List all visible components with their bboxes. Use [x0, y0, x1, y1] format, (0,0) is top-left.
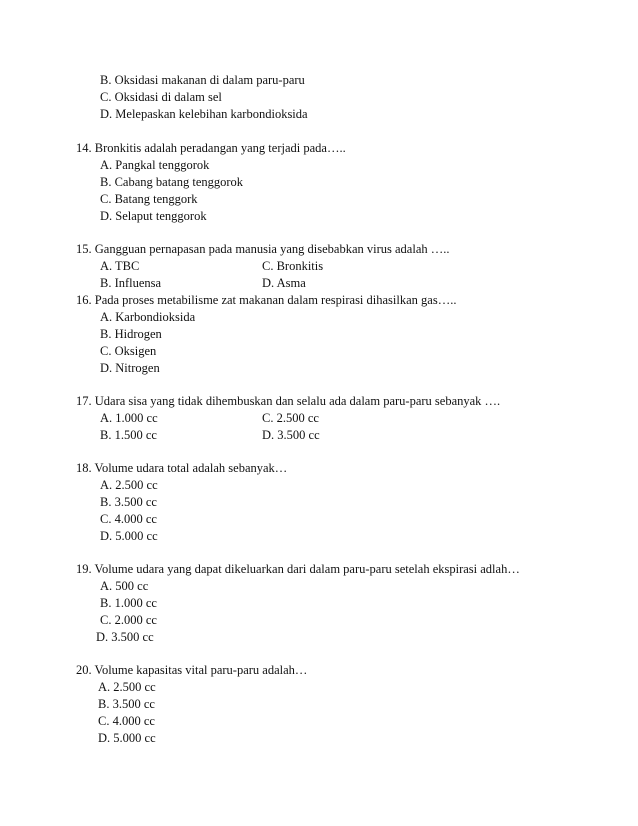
- question-16: 16. Pada proses metabilisme zat makanan dalam respirasi dihasilkan gas…..: [76, 293, 457, 307]
- question-14: 14. Bronkitis adalah peradangan yang terjadi pada…..: [76, 141, 346, 155]
- question-17-option-d: D. 3.500 cc: [262, 428, 320, 442]
- question-14-option-c: C. Batang tenggork: [100, 192, 198, 206]
- question-16-option-b: B. Hidrogen: [100, 327, 162, 341]
- option-previous-c: C. Oksidasi di dalam sel: [100, 90, 222, 104]
- option-previous-d: D. Melepaskan kelebihan karbondioksida: [100, 107, 308, 121]
- question-19-option-d: D. 3.500 cc: [96, 630, 154, 644]
- question-17-option-b: B. 1.500 cc: [100, 428, 157, 442]
- question-17-option-a: A. 1.000 cc: [100, 411, 158, 425]
- question-20-option-b: B. 3.500 cc: [98, 697, 155, 711]
- question-19-option-b: B. 1.000 cc: [100, 596, 157, 610]
- question-14-option-d: D. Selaput tenggorok: [100, 209, 207, 223]
- question-16-option-a: A. Karbondioksida: [100, 310, 196, 324]
- question-17-option-c: C. 2.500 cc: [262, 411, 319, 425]
- question-18-option-a: A. 2.500 cc: [100, 478, 158, 492]
- question-19: 19. Volume udara yang dapat dikeluarkan dari dalam paru-paru setelah ekspirasi adlah…: [76, 562, 520, 576]
- question-14-option-b: B. Cabang batang tenggorok: [100, 175, 244, 189]
- question-15-option-b: B. Influensa: [100, 276, 162, 290]
- question-15-option-d: D. Asma: [262, 276, 306, 290]
- question-18: 18. Volume udara total adalah sebanyak…: [76, 461, 288, 475]
- question-18-option-b: B. 3.500 cc: [100, 495, 157, 509]
- question-19-option-a: A. 500 cc: [100, 579, 149, 593]
- question-15: 15. Gangguan pernapasan pada manusia yang disebabkan virus adalah …..: [76, 242, 450, 256]
- question-18-option-c: C. 4.000 cc: [100, 512, 157, 526]
- question-17: 17. Udara sisa yang tidak dihembuskan dan selalu ada dalam paru-paru sebanyak ….: [76, 394, 501, 408]
- option-previous-b: B. Oksidasi makanan di dalam paru-paru: [100, 73, 305, 87]
- question-14-option-a: A. Pangkal tenggorok: [100, 158, 210, 172]
- question-16-option-d: D. Nitrogen: [100, 361, 160, 375]
- question-20: 20. Volume kapasitas vital paru-paru adalah…: [76, 663, 308, 677]
- question-16-option-c: C. Oksigen: [100, 344, 157, 358]
- question-20-option-a: A. 2.500 cc: [98, 680, 156, 694]
- question-20-option-d: D. 5.000 cc: [98, 731, 156, 745]
- question-19-option-c: C. 2.000 cc: [100, 613, 157, 627]
- question-18-option-d: D. 5.000 cc: [100, 529, 158, 543]
- question-15-option-c: C. Bronkitis: [262, 259, 324, 273]
- question-20-option-c: C. 4.000 cc: [98, 714, 155, 728]
- question-15-option-a: A. TBC: [100, 259, 140, 273]
